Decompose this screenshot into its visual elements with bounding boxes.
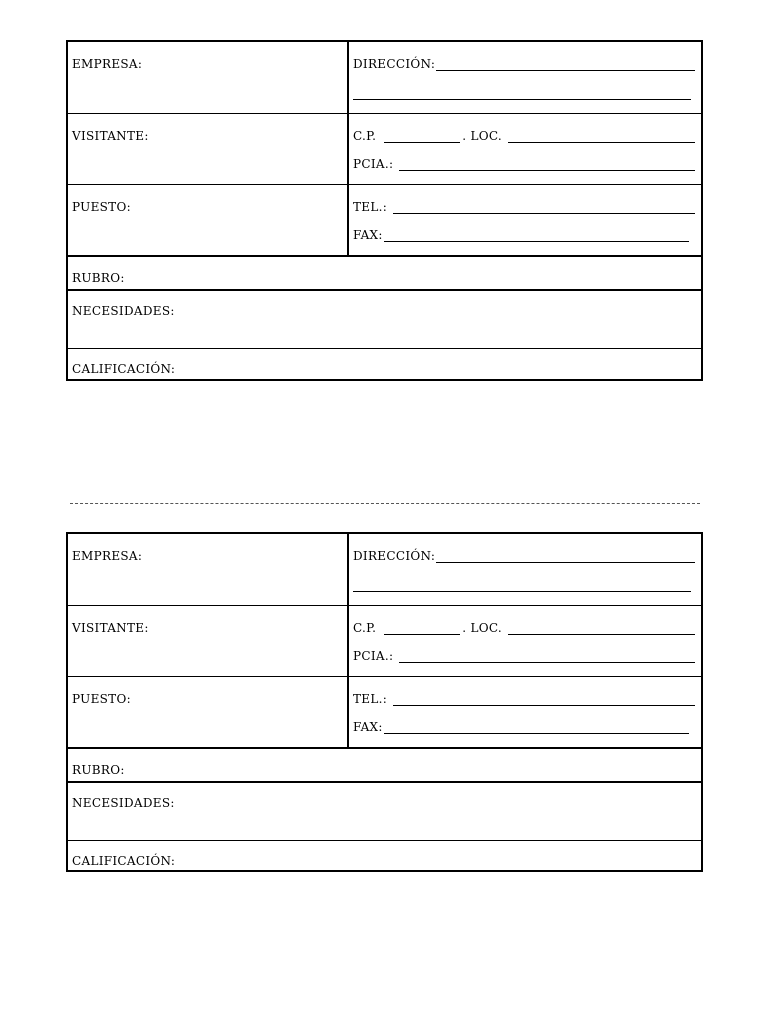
label-fax: FAX: xyxy=(353,720,383,734)
cp-field[interactable] xyxy=(384,132,460,143)
pcia-field[interactable] xyxy=(399,652,695,663)
cp-loc-line xyxy=(353,129,695,143)
tel-field[interactable] xyxy=(393,695,695,706)
label-rubro: RUBRO: xyxy=(72,270,125,285)
tel-field[interactable] xyxy=(393,203,695,214)
visitor-form-bottom xyxy=(66,532,703,872)
cell-puesto xyxy=(68,185,349,255)
row-empresa xyxy=(68,534,701,606)
label-necesidades: NECESIDADES: xyxy=(72,795,175,810)
cp-loc-line xyxy=(353,621,695,635)
label-cp: C.P. xyxy=(353,128,377,143)
row-empresa xyxy=(68,42,701,114)
row-calificacion xyxy=(68,841,701,872)
label-pcia: PCIA.: xyxy=(353,648,394,663)
tel-line xyxy=(353,200,695,214)
cell-visitante xyxy=(68,114,349,185)
cell-rubro xyxy=(68,257,125,289)
label-direccion: DIRECCIÓN: xyxy=(353,549,436,563)
direccion-field[interactable] xyxy=(436,60,695,71)
label-cp: C.P. xyxy=(353,620,377,635)
cell-visitante xyxy=(68,606,349,677)
label-fax: FAX: xyxy=(353,228,383,242)
label-puesto: PUESTO: xyxy=(72,692,131,706)
cell-necesidades xyxy=(68,291,175,348)
pcia-field[interactable] xyxy=(399,160,695,171)
cell-tel-fax xyxy=(349,677,701,747)
label-visitante: VISITANTE: xyxy=(72,128,149,143)
label-calificacion: CALIFICACIÓN: xyxy=(72,853,176,868)
label-tel: TEL.: xyxy=(353,200,388,214)
row-rubro xyxy=(68,257,701,291)
pcia-line xyxy=(353,649,695,663)
cell-tel-fax xyxy=(349,185,701,255)
label-calificacion: CALIFICACIÓN: xyxy=(72,361,176,376)
cell-calificacion xyxy=(68,841,175,872)
cell-puesto xyxy=(68,677,349,747)
row-visitante xyxy=(68,606,701,678)
row-visitante xyxy=(68,114,701,186)
pcia-line xyxy=(353,157,695,171)
fax-line xyxy=(353,720,695,734)
cell-empresa xyxy=(68,42,349,113)
cp-field[interactable] xyxy=(384,624,460,635)
row-rubro xyxy=(68,749,701,783)
label-rubro: RUBRO: xyxy=(72,762,125,777)
row-calificacion xyxy=(68,349,701,380)
label-pcia: PCIA.: xyxy=(353,156,394,171)
fax-field[interactable] xyxy=(384,723,689,734)
row-puesto xyxy=(68,185,701,257)
loc-field[interactable] xyxy=(508,624,695,635)
fax-line xyxy=(353,228,695,242)
label-necesidades: NECESIDADES: xyxy=(72,303,175,318)
cell-empresa xyxy=(68,534,349,605)
label-tel: TEL.: xyxy=(353,692,388,706)
fax-field[interactable] xyxy=(384,231,689,242)
label-loc: . LOC. xyxy=(462,620,503,635)
direccion-field-2[interactable] xyxy=(353,85,691,100)
loc-field[interactable] xyxy=(508,132,695,143)
tel-line xyxy=(353,692,695,706)
label-visitante: VISITANTE: xyxy=(72,620,149,635)
label-empresa: EMPRESA: xyxy=(72,549,143,563)
direccion-line xyxy=(353,57,695,71)
label-loc: . LOC. xyxy=(462,128,503,143)
cell-cp-loc xyxy=(349,114,701,185)
cell-direccion xyxy=(349,42,701,113)
row-necesidades xyxy=(68,783,701,841)
cell-direccion xyxy=(349,534,701,605)
row-puesto xyxy=(68,677,701,749)
label-empresa: EMPRESA: xyxy=(72,57,143,71)
cell-rubro xyxy=(68,749,125,781)
cell-necesidades xyxy=(68,783,175,840)
direccion-field-2[interactable] xyxy=(353,577,691,592)
cut-line-divider xyxy=(70,503,700,504)
label-direccion: DIRECCIÓN: xyxy=(353,57,436,71)
direccion-field[interactable] xyxy=(436,552,695,563)
direccion-line xyxy=(353,549,695,563)
cell-cp-loc xyxy=(349,606,701,677)
visitor-form-top xyxy=(66,40,703,381)
cell-calificacion xyxy=(68,349,175,380)
label-puesto: PUESTO: xyxy=(72,200,131,214)
row-necesidades xyxy=(68,291,701,349)
